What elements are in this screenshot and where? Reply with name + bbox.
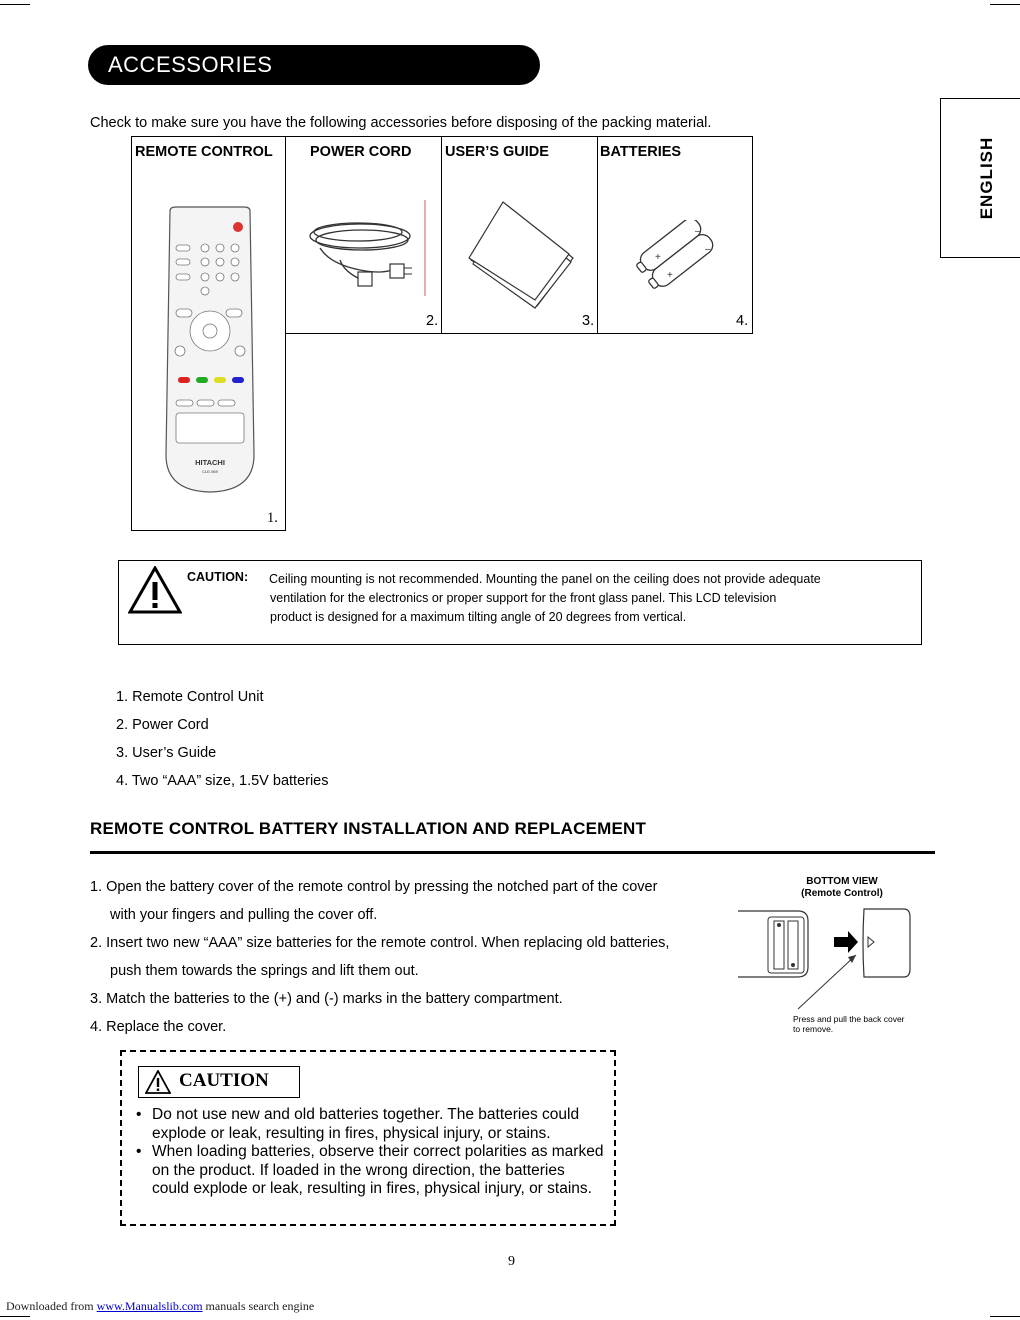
section-title: REMOTE CONTROL BATTERY INSTALLATION AND REPLACEMENT xyxy=(90,819,647,838)
svg-text:–: – xyxy=(705,244,711,255)
caution-bullet: • When loading batteries, observe their correct polarities as marked on the product. If loaded in the wrong direction, the batteries could explode or leak, resulting in fires, physical injury, or stains. xyxy=(136,1143,606,1199)
power-cord-illustration xyxy=(300,200,430,300)
crop-mark xyxy=(990,4,1020,5)
bottom-view-note-line: to remove. xyxy=(793,1024,834,1034)
step-line: 2. Insert two new “AAA” size batteries for the remote control. When replacing old batteries, xyxy=(90,935,670,951)
svg-text:+: + xyxy=(655,252,661,263)
footer xyxy=(6,1299,314,1314)
bottom-view-note xyxy=(793,1014,905,1034)
step-line: 4. Replace the cover. xyxy=(90,1019,227,1035)
step-line: 3. Match the batteries to the (+) and (-) marks in the battery compartment. xyxy=(90,991,563,1007)
caution-line: product is designed for a maximum tilting angle of 20 degrees from vertical. xyxy=(270,610,687,624)
remote-model: CLE-969 xyxy=(202,469,218,474)
caution-heading-box xyxy=(138,1066,300,1098)
footer-suffix: manuals search engine xyxy=(205,1299,315,1313)
accessory-label: BATTERIES xyxy=(600,144,682,160)
page-number: 9 xyxy=(508,1254,515,1269)
language-label: ENGLISH xyxy=(976,136,996,220)
bottom-view-illustration xyxy=(738,905,913,1015)
caution-text xyxy=(270,570,910,627)
users-guide-illustration xyxy=(465,200,577,310)
step-line: with your fingers and pulling the cover off. xyxy=(110,907,378,923)
section-banner: ACCESSORIES xyxy=(88,45,540,85)
divider xyxy=(90,851,935,854)
accessory-label: POWER CORD xyxy=(310,144,412,160)
crop-mark xyxy=(0,4,30,5)
caution-bullet-text: When loading batteries, observe their correct polarities as marked on the product. If loaded in the wrong direction, the batteries could explode or leak, resulting in fires, physical injury, or stains. xyxy=(152,1143,604,1197)
language-tab xyxy=(940,98,1020,258)
battery-steps xyxy=(90,873,669,1041)
bottom-view-heading: BOTTOM VIEW xyxy=(806,876,878,887)
crop-mark xyxy=(0,1316,30,1317)
footer-link[interactable]: www.Manualslib.com xyxy=(96,1299,203,1313)
warning-icon xyxy=(128,566,182,614)
caution-label: CAUTION: xyxy=(187,570,249,584)
caution-bullets xyxy=(136,1106,606,1199)
remote-brand: HITACHI xyxy=(195,458,225,467)
caution-line: Ceiling mounting is not recommended. Mounting the panel on the ceiling does not provide adequate xyxy=(269,572,821,586)
step-line: 1. Open the battery cover of the remote control by pressing the notched part of the cover xyxy=(90,879,658,895)
svg-text:–: – xyxy=(695,226,701,237)
batteries-illustration xyxy=(625,220,720,305)
step-line: push them towards the springs and lift them out. xyxy=(110,963,419,979)
accessory-label: REMOTE CONTROL xyxy=(135,144,273,160)
bottom-view-note-line: Press and pull the back cover xyxy=(793,1014,905,1024)
intro-text: Check to make sure you have the following accessories before disposing of the packing material. xyxy=(90,115,712,131)
bottom-view-title xyxy=(796,876,888,900)
footer-prefix: Downloaded from xyxy=(6,1299,94,1313)
caution-bullet: • Do not use new and old batteries together. The batteries could explode or leak, resulting in fires, physical injury, or stains. xyxy=(136,1106,606,1143)
accessory-number: 1. xyxy=(267,510,278,526)
caution-line: ventilation for the electronics or proper support for the front glass panel. This LCD television xyxy=(270,591,777,605)
remote-control-illustration xyxy=(160,205,260,495)
list-item: 3. User’s Guide xyxy=(116,745,217,761)
list-item: 1. Remote Control Unit xyxy=(116,689,264,705)
svg-text:+: + xyxy=(667,270,673,281)
accessory-list xyxy=(116,683,329,795)
list-item: 2. Power Cord xyxy=(116,717,209,733)
battery-caution-box xyxy=(120,1050,616,1226)
crop-mark xyxy=(990,1316,1020,1317)
accessory-label: USER’S GUIDE xyxy=(445,144,549,160)
accessory-number: 4. xyxy=(736,313,749,329)
accessory-number: 2. xyxy=(426,313,439,329)
bottom-view-subtitle: (Remote Control) xyxy=(801,888,883,899)
caution-heading: CAUTION xyxy=(179,1070,269,1091)
list-item: 4. Two “AAA” size, 1.5V batteries xyxy=(116,773,329,789)
accessory-number: 3. xyxy=(582,313,595,329)
warning-icon xyxy=(145,1070,171,1094)
caution-bullet-text: Do not use new and old batteries together. The batteries could explode or leak, resulting in fires, physical injury, or stains. xyxy=(152,1106,580,1142)
